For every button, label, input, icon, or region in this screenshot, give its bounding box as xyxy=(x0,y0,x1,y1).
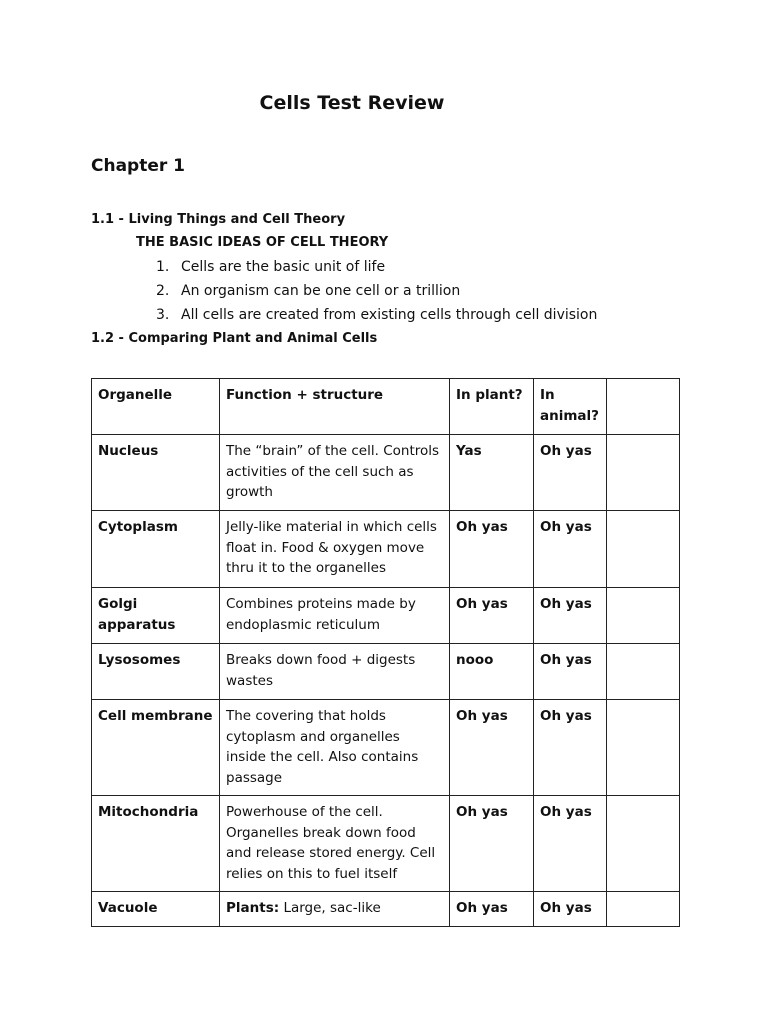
table-row xyxy=(92,588,680,644)
cell-theory-subheading: THE BASIC IDEAS OF CELL THEORY xyxy=(136,235,389,250)
animal-cell: Oh yas xyxy=(534,700,607,796)
list-text: Cells are the basic unit of life xyxy=(181,259,386,275)
function-cell: Breaks down food + digests wastes xyxy=(220,644,450,700)
function-cell: The “brain” of the cell. Controls activities of the cell such as growth xyxy=(220,435,450,511)
plant-cell: Oh yas xyxy=(450,796,534,892)
organelle-table xyxy=(91,378,680,927)
extra-cell xyxy=(607,511,680,588)
organelle-cell: Cell membrane xyxy=(92,700,220,796)
organelle-cell: Golgi apparatus xyxy=(92,588,220,644)
function-cell: Combines proteins made by endoplasmic reticulum xyxy=(220,588,450,644)
table-header-row xyxy=(92,379,680,435)
header-cell-extra xyxy=(607,379,680,435)
plant-cell: nooo xyxy=(450,644,534,700)
plant-cell: Oh yas xyxy=(450,588,534,644)
extra-cell xyxy=(607,644,680,700)
table-row xyxy=(92,892,680,927)
header-cell-function: Function + structure xyxy=(220,379,450,435)
table-row xyxy=(92,644,680,700)
organelle-cell: Nucleus xyxy=(92,435,220,511)
header-cell-organelle: Organelle xyxy=(92,379,220,435)
list-item xyxy=(156,307,597,323)
animal-cell: Oh yas xyxy=(534,644,607,700)
function-cell: The covering that holds cytoplasm and organelles inside the cell. Also contains passage xyxy=(220,700,450,796)
animal-cell: Oh yas xyxy=(534,588,607,644)
list-number: 1. xyxy=(156,259,170,275)
function-label: Plants: xyxy=(226,900,280,916)
organelle-cell: Mitochondria xyxy=(92,796,220,892)
chapter-heading: Chapter 1 xyxy=(91,156,186,176)
plant-cell: Oh yas xyxy=(450,892,534,927)
table-row xyxy=(92,435,680,511)
table-row xyxy=(92,511,680,588)
list-number: 2. xyxy=(156,283,170,299)
table-row xyxy=(92,700,680,796)
function-cell xyxy=(220,892,450,927)
header-cell-plant: In plant? xyxy=(450,379,534,435)
animal-cell: Oh yas xyxy=(534,892,607,927)
extra-cell xyxy=(607,435,680,511)
list-item xyxy=(156,283,460,299)
list-item xyxy=(156,259,385,275)
list-text: All cells are created from existing cells through cell division xyxy=(181,307,598,323)
extra-cell xyxy=(607,588,680,644)
organelle-cell: Vacuole xyxy=(92,892,220,927)
section-heading-1-1: 1.1 - Living Things and Cell Theory xyxy=(91,212,346,227)
extra-cell xyxy=(607,892,680,927)
document-title: Cells Test Review xyxy=(259,92,445,114)
function-text: Large, sac-like xyxy=(283,900,381,916)
animal-cell: Oh yas xyxy=(534,435,607,511)
list-text: An organism can be one cell or a trillion xyxy=(181,283,461,299)
table-row xyxy=(92,796,680,892)
list-number: 3. xyxy=(156,307,170,323)
plant-cell: Oh yas xyxy=(450,700,534,796)
section-heading-1-2: 1.2 - Comparing Plant and Animal Cells xyxy=(91,331,378,346)
animal-cell: Oh yas xyxy=(534,796,607,892)
function-cell: Jelly-like material in which cells float in. Food & oxygen move thru it to the organelles xyxy=(220,511,450,588)
plant-cell: Yas xyxy=(450,435,534,511)
organelle-cell: Cytoplasm xyxy=(92,511,220,588)
extra-cell xyxy=(607,700,680,796)
function-cell: Powerhouse of the cell. Organelles break down food and release stored energy. Cell relies on this to fuel itself xyxy=(220,796,450,892)
header-cell-animal: In animal? xyxy=(534,379,607,435)
organelle-cell: Lysosomes xyxy=(92,644,220,700)
animal-cell: Oh yas xyxy=(534,511,607,588)
extra-cell xyxy=(607,796,680,892)
plant-cell: Oh yas xyxy=(450,511,534,588)
